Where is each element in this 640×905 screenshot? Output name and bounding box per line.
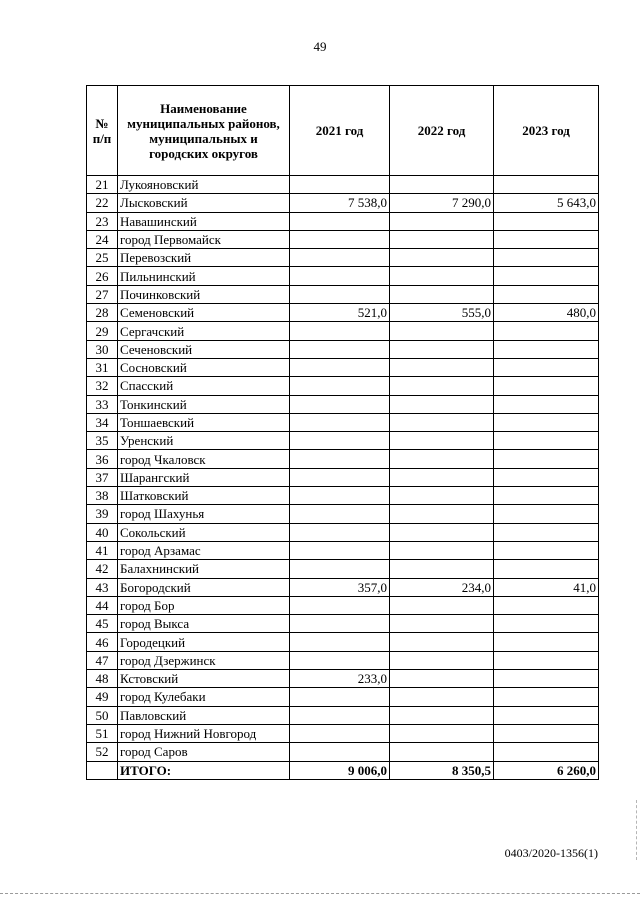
- value-2021-cell: [290, 395, 390, 413]
- value-2021-cell: [290, 267, 390, 285]
- row-number-cell: 44: [87, 596, 118, 614]
- value-2023-cell: [494, 395, 599, 413]
- table-row: [87, 670, 599, 688]
- table-row: [87, 267, 599, 285]
- total-value-2023-cell: 6 260,0: [494, 761, 599, 779]
- table-row: [87, 304, 599, 322]
- value-2021-cell: [290, 633, 390, 651]
- row-number-cell: 43: [87, 578, 118, 596]
- value-2023-cell: [494, 450, 599, 468]
- margin-marks: [636, 800, 637, 860]
- table-row: [87, 724, 599, 742]
- value-2023-cell: [494, 340, 599, 358]
- district-name-cell: город Чкаловск: [118, 450, 290, 468]
- total-district-name-cell: ИТОГО:: [118, 761, 290, 779]
- row-number-cell: 33: [87, 395, 118, 413]
- value-2021-cell: [290, 487, 390, 505]
- value-2021-cell: [290, 468, 390, 486]
- value-2021-cell: [290, 230, 390, 248]
- value-2021-cell: 233,0: [290, 670, 390, 688]
- value-2023-cell: [494, 468, 599, 486]
- row-number-cell: 39: [87, 505, 118, 523]
- table-row: [87, 395, 599, 413]
- district-name-cell: Сергачский: [118, 322, 290, 340]
- value-2022-cell: [390, 340, 494, 358]
- value-2022-cell: [390, 541, 494, 559]
- value-2023-cell: [494, 176, 599, 194]
- district-name-cell: Тоншаевский: [118, 413, 290, 431]
- district-name-cell: Семеновский: [118, 304, 290, 322]
- value-2023-cell: [494, 688, 599, 706]
- value-2023-cell: [494, 230, 599, 248]
- table-row: [87, 249, 599, 267]
- value-2022-cell: [390, 249, 494, 267]
- table-row: [87, 358, 599, 376]
- district-name-cell: Спасский: [118, 377, 290, 395]
- value-2021-cell: [290, 176, 390, 194]
- value-2023-cell: [494, 724, 599, 742]
- row-number-cell: 24: [87, 230, 118, 248]
- row-number-cell: 32: [87, 377, 118, 395]
- total-value-2022-cell: 8 350,5: [390, 761, 494, 779]
- value-2023-cell: [494, 267, 599, 285]
- table-row: [87, 523, 599, 541]
- value-2021-cell: [290, 212, 390, 230]
- value-2023-cell: [494, 596, 599, 614]
- value-2023-cell: 5 643,0: [494, 194, 599, 212]
- document-code: 0403/2020-1356(1): [504, 846, 598, 860]
- district-name-cell: Городецкий: [118, 633, 290, 651]
- district-name-cell: город Саров: [118, 743, 290, 761]
- value-2021-cell: [290, 505, 390, 523]
- value-2022-cell: [390, 724, 494, 742]
- district-name-cell: Шарангский: [118, 468, 290, 486]
- value-2023-cell: [494, 541, 599, 559]
- row-number-cell: 27: [87, 285, 118, 303]
- value-2022-cell: 555,0: [390, 304, 494, 322]
- value-2021-cell: [290, 724, 390, 742]
- row-number-cell: 45: [87, 615, 118, 633]
- table-row: [87, 212, 599, 230]
- value-2023-cell: [494, 285, 599, 303]
- table-row: [87, 285, 599, 303]
- value-2023-cell: [494, 651, 599, 669]
- district-name-cell: Лысковский: [118, 194, 290, 212]
- value-2022-cell: [390, 743, 494, 761]
- table-row: [87, 596, 599, 614]
- header-2022: 2022 год: [390, 86, 494, 176]
- value-2022-cell: [390, 176, 494, 194]
- value-2022-cell: [390, 651, 494, 669]
- value-2023-cell: [494, 523, 599, 541]
- table-row: [87, 615, 599, 633]
- district-name-cell: Кстовский: [118, 670, 290, 688]
- row-number-cell: 42: [87, 560, 118, 578]
- row-number-cell: 52: [87, 743, 118, 761]
- district-name-cell: Павловский: [118, 706, 290, 724]
- district-name-cell: Перевозский: [118, 249, 290, 267]
- table-row: [87, 560, 599, 578]
- value-2023-cell: [494, 358, 599, 376]
- value-2021-cell: [290, 322, 390, 340]
- district-name-cell: Лукояновский: [118, 176, 290, 194]
- table-row: [87, 194, 599, 212]
- value-2022-cell: [390, 267, 494, 285]
- value-2022-cell: [390, 505, 494, 523]
- value-2022-cell: [390, 670, 494, 688]
- value-2022-cell: [390, 432, 494, 450]
- table-row: [87, 432, 599, 450]
- value-2022-cell: [390, 688, 494, 706]
- table-row: [87, 633, 599, 651]
- value-2021-cell: [290, 688, 390, 706]
- value-2023-cell: [494, 432, 599, 450]
- value-2023-cell: 41,0: [494, 578, 599, 596]
- row-number-cell: 36: [87, 450, 118, 468]
- row-number-cell: 34: [87, 413, 118, 431]
- table-row: [87, 743, 599, 761]
- district-name-cell: Шатковский: [118, 487, 290, 505]
- value-2022-cell: [390, 560, 494, 578]
- value-2023-cell: [494, 706, 599, 724]
- district-name-cell: город Дзержинск: [118, 651, 290, 669]
- value-2022-cell: [390, 285, 494, 303]
- district-name-cell: Сеченовский: [118, 340, 290, 358]
- table-row: [87, 340, 599, 358]
- district-name-cell: Сокольский: [118, 523, 290, 541]
- value-2021-cell: 521,0: [290, 304, 390, 322]
- value-2021-cell: [290, 743, 390, 761]
- total-row: [87, 761, 599, 779]
- row-number-cell: 25: [87, 249, 118, 267]
- value-2022-cell: [390, 523, 494, 541]
- row-number-cell: 23: [87, 212, 118, 230]
- district-name-cell: Сосновский: [118, 358, 290, 376]
- value-2023-cell: 480,0: [494, 304, 599, 322]
- value-2021-cell: [290, 340, 390, 358]
- value-2021-cell: 357,0: [290, 578, 390, 596]
- table-row: [87, 377, 599, 395]
- row-number-cell: 30: [87, 340, 118, 358]
- district-name-cell: город Кулебаки: [118, 688, 290, 706]
- value-2022-cell: [390, 706, 494, 724]
- row-number-cell: 41: [87, 541, 118, 559]
- value-2022-cell: [390, 212, 494, 230]
- row-number-cell: 48: [87, 670, 118, 688]
- value-2021-cell: [290, 615, 390, 633]
- value-2021-cell: [290, 450, 390, 468]
- value-2022-cell: [390, 230, 494, 248]
- row-number-cell: 47: [87, 651, 118, 669]
- value-2021-cell: [290, 285, 390, 303]
- row-number-cell: 31: [87, 358, 118, 376]
- table-row: [87, 468, 599, 486]
- value-2022-cell: 234,0: [390, 578, 494, 596]
- table-row: [87, 413, 599, 431]
- district-name-cell: город Арзамас: [118, 541, 290, 559]
- district-name-cell: Пильнинский: [118, 267, 290, 285]
- value-2022-cell: [390, 322, 494, 340]
- value-2021-cell: [290, 560, 390, 578]
- row-number-cell: 28: [87, 304, 118, 322]
- value-2022-cell: [390, 487, 494, 505]
- district-name-cell: Балахнинский: [118, 560, 290, 578]
- header-2023: 2023 год: [494, 86, 599, 176]
- value-2022-cell: [390, 633, 494, 651]
- table-row: [87, 578, 599, 596]
- district-name-cell: город Первомайск: [118, 230, 290, 248]
- value-2022-cell: [390, 395, 494, 413]
- row-number-cell: 21: [87, 176, 118, 194]
- bottom-border-line: [0, 893, 640, 894]
- district-name-cell: Уренский: [118, 432, 290, 450]
- budget-table: [86, 85, 599, 780]
- value-2023-cell: [494, 212, 599, 230]
- value-2023-cell: [494, 413, 599, 431]
- value-2022-cell: 7 290,0: [390, 194, 494, 212]
- table-row: [87, 688, 599, 706]
- table-row: [87, 176, 599, 194]
- value-2022-cell: [390, 358, 494, 376]
- table-row: [87, 651, 599, 669]
- value-2022-cell: [390, 377, 494, 395]
- value-2021-cell: [290, 541, 390, 559]
- header-num: № п/п: [87, 86, 118, 176]
- district-name-cell: город Нижний Новгород: [118, 724, 290, 742]
- value-2023-cell: [494, 505, 599, 523]
- value-2021-cell: [290, 432, 390, 450]
- row-number-cell: 50: [87, 706, 118, 724]
- total-row-number-cell: [87, 761, 118, 779]
- row-number-cell: 49: [87, 688, 118, 706]
- table-header-row: [87, 86, 599, 176]
- table-row: [87, 706, 599, 724]
- row-number-cell: 38: [87, 487, 118, 505]
- row-number-cell: 40: [87, 523, 118, 541]
- value-2022-cell: [390, 615, 494, 633]
- table-row: [87, 505, 599, 523]
- value-2021-cell: [290, 358, 390, 376]
- value-2023-cell: [494, 249, 599, 267]
- row-number-cell: 29: [87, 322, 118, 340]
- value-2021-cell: [290, 377, 390, 395]
- district-name-cell: Богородский: [118, 578, 290, 596]
- value-2023-cell: [494, 377, 599, 395]
- value-2023-cell: [494, 322, 599, 340]
- value-2023-cell: [494, 670, 599, 688]
- row-number-cell: 26: [87, 267, 118, 285]
- district-name-cell: Тонкинский: [118, 395, 290, 413]
- header-2021: 2021 год: [290, 86, 390, 176]
- value-2023-cell: [494, 487, 599, 505]
- value-2021-cell: [290, 413, 390, 431]
- row-number-cell: 46: [87, 633, 118, 651]
- value-2022-cell: [390, 450, 494, 468]
- district-name-cell: Навашинский: [118, 212, 290, 230]
- row-number-cell: 51: [87, 724, 118, 742]
- district-name-cell: город Выкса: [118, 615, 290, 633]
- value-2021-cell: [290, 651, 390, 669]
- value-2022-cell: [390, 596, 494, 614]
- header-name: Наименование муниципальных районов, муниципальных и городских округов: [118, 86, 290, 176]
- value-2021-cell: 7 538,0: [290, 194, 390, 212]
- value-2023-cell: [494, 615, 599, 633]
- page-number: 49: [313, 39, 327, 54]
- value-2021-cell: [290, 523, 390, 541]
- table-row: [87, 230, 599, 248]
- district-name-cell: город Бор: [118, 596, 290, 614]
- table-body: [87, 176, 599, 780]
- row-number-cell: 37: [87, 468, 118, 486]
- table-row: [87, 450, 599, 468]
- value-2022-cell: [390, 413, 494, 431]
- value-2021-cell: [290, 706, 390, 724]
- table-row: [87, 487, 599, 505]
- value-2023-cell: [494, 633, 599, 651]
- district-name-cell: Починковский: [118, 285, 290, 303]
- value-2021-cell: [290, 249, 390, 267]
- value-2021-cell: [290, 596, 390, 614]
- district-name-cell: город Шахунья: [118, 505, 290, 523]
- value-2023-cell: [494, 560, 599, 578]
- value-2023-cell: [494, 743, 599, 761]
- table-row: [87, 541, 599, 559]
- table-row: [87, 322, 599, 340]
- total-value-2021-cell: 9 006,0: [290, 761, 390, 779]
- value-2022-cell: [390, 468, 494, 486]
- row-number-cell: 22: [87, 194, 118, 212]
- row-number-cell: 35: [87, 432, 118, 450]
